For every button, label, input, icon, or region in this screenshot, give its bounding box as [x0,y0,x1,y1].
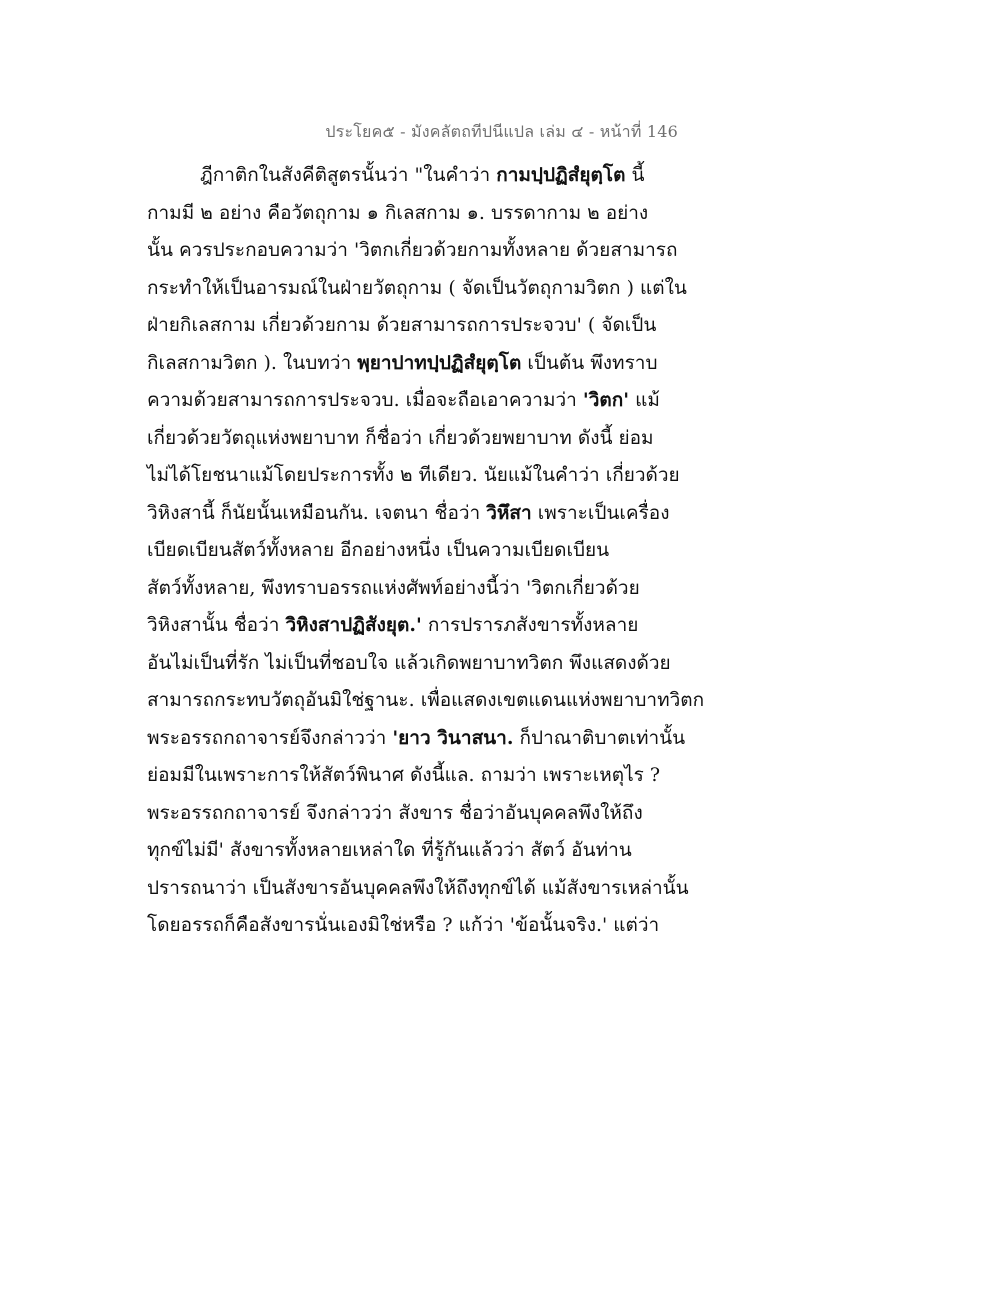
text-line [147,382,767,420]
bold-term: วิหึสา [486,501,532,524]
text-line [147,720,767,758]
text-segment: พระอรรถกถาจารย์จึงกล่าวว่า [147,726,393,749]
text-segment: ความด้วยสามารถการประจวบ. เมื่อจะถือเอาความว่า [147,389,583,411]
text-line [147,870,767,908]
text-segment: กระทำให้เป็นอารมณ์ในฝ่ายวัตถุกาม ( จัดเป็นวัตถุกามวิตก ) แต่ใน [147,276,687,299]
text-line [147,532,767,570]
text-line [147,457,767,495]
text-segment: ไม่ได้โยชนาแม้โดยประการทั้ง ๒ ทีเดียว. นัยแม้ในคำว่า เกี่ยวด้วย [147,464,680,486]
text-line [147,232,767,270]
bold-term: วิหิงสาปฏิสังยุต.' [285,614,422,636]
text-line [147,757,767,795]
text-line [147,270,767,308]
text-segment: เกี่ยวด้วยวัตถุแห่งพยาบาท ก็ชื่อว่า เกี่ยวด้วยพยาบาท ดังนี้ ย่อม [147,426,654,449]
text-segment: ฎีกาติกในสังคีติสูตรนั้นว่า "ในคำว่า [200,164,497,186]
text-line [147,607,767,645]
text-segment: ก็ปาณาติบาตเท่านั้น [513,726,686,749]
text-line [147,570,767,608]
text-line [147,832,767,870]
text-segment: แม้ [629,389,660,411]
bold-term: พฺยาปาทปฺปฏิสํยุตฺโต [357,351,522,374]
text-segment: นี้ [625,164,645,186]
text-line [147,795,767,833]
text-line [147,195,767,233]
text-line [147,307,767,345]
text-segment: อันไม่เป็นที่รัก ไม่เป็นที่ชอบใจ แล้วเกิดพยาบาทวิตก พึงแสดงด้วย [147,651,671,674]
text-segment: เพราะเป็นเครื่อง [531,501,670,524]
bold-term: 'ยาว วินาสนา. [392,726,514,749]
text-line [147,495,767,533]
text-segment: สามารถกระทบวัตถุอันมิใช่ฐานะ. เพื่อแสดงเขตแดนแห่งพยาบาทวิตก [147,689,705,711]
text-segment: การปรารภสังขารทั้งหลาย [421,614,639,636]
text-segment: ย่อมมีในเพราะการให้สัตว์พินาศ ดังนี้แล. ถามว่า เพราะเหตุไร ? [147,764,661,786]
text-line [147,420,767,458]
text-line [147,907,767,945]
text-segment: โดยอรรถก็คือสังขารนั่นเองมิใช่หรือ ? แก้ว่า 'ข้อนั้นจริง.' แต่ว่า [147,914,660,936]
text-segment: กิเลสกามวิตก ). ในบทว่า [147,351,358,374]
bold-term: กามปฺปฏิสํยุตฺโต [496,164,626,186]
text-line [147,682,767,720]
text-segment: กามมี ๒ อย่าง คือวัตถุกาม ๑ กิเลสกาม ๑. บรรดากาม ๒ อย่าง [147,201,649,224]
text-line [147,157,767,195]
text-segment: พระอรรถกถาจารย์ จึงกล่าวว่า สังขาร ชื่อว่าอันบุคคลพึงให้ถึง [147,801,643,824]
text-segment: นั้น ควรประกอบความว่า 'วิตกเกี่ยวด้วยกามทั้งหลาย ด้วยสามารถ [147,239,678,261]
text-segment: เบียดเบียนสัตว์ทั้งหลาย อีกอย่างหนึ่ง เป็นความเบียดเบียน [147,539,610,561]
text-segment: สัตว์ทั้งหลาย, พึงทราบอรรถแห่งศัพท์อย่างนี้ว่า 'วิตกเกี่ยวด้วย [147,576,640,599]
body-text [147,157,767,945]
text-segment: วิหิงสานั้น ชื่อว่า [147,614,286,636]
page-header: ประโยค๕ - มังคลัตถทีปนีแปล เล่ม ๔ - หน้าที่ 146 [325,122,678,141]
text-segment: วิหิงสานี้ ก็นัยนั้นเหมือนกัน. เจตนา ชื่อว่า [147,501,487,524]
text-segment: เป็นต้น พึงทราบ [521,351,658,374]
bold-term: 'วิตก' [582,389,630,411]
text-line [147,345,767,383]
text-line [147,645,767,683]
text-segment: ปรารถนาว่า เป็นสังขารอันบุคคลพึงให้ถึงทุกข์ได้ แม้สังขารเหล่านั้น [147,876,689,899]
text-segment: ฝ่ายกิเลสกาม เกี่ยวด้วยกาม ด้วยสามารถการประจวบ' ( จัดเป็น [147,314,657,336]
text-segment: ทุกข์ไม่มี' สังขารทั้งหลายเหล่าใด ที่รู้กันแล้วว่า สัตว์ อันท่าน [147,839,632,861]
